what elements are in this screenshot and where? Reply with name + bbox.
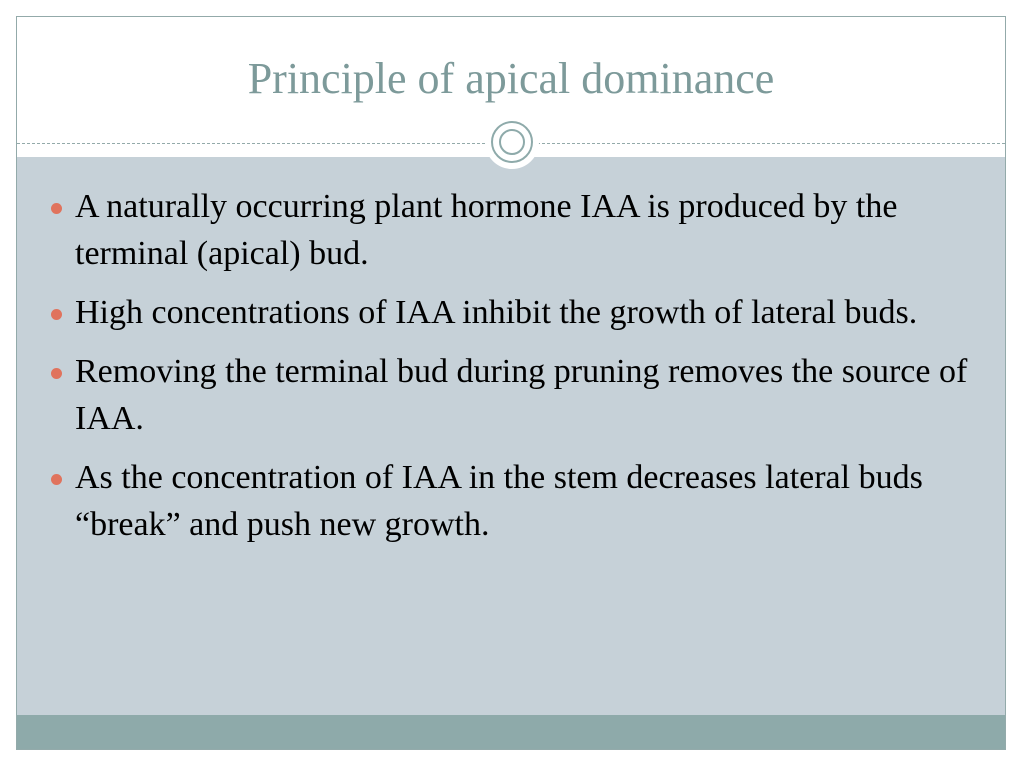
bullet-item — [47, 289, 977, 336]
slide — [16, 16, 1006, 750]
content-area — [17, 157, 1005, 717]
circle-ornament-icon — [485, 115, 539, 169]
bullet-text: High concentrations of IAA inhibit the growth of lateral buds. — [75, 294, 918, 331]
bullet-dot-icon — [51, 203, 62, 214]
bullet-item — [47, 348, 977, 442]
ornament-outer-ring — [491, 121, 533, 163]
bullet-text: As the concentration of IAA in the stem decreases lateral buds “break” and push new growth. — [75, 459, 923, 543]
ornament-inner-ring — [499, 129, 525, 155]
bullet-list — [47, 183, 977, 560]
bullet-text: Removing the terminal bud during pruning removes the source of IAA. — [75, 353, 968, 437]
bullet-dot-icon — [51, 474, 62, 485]
bullet-text: A naturally occurring plant hormone IAA is produced by the terminal (apical) bud. — [75, 188, 898, 272]
bullet-item — [47, 454, 977, 548]
footer-band — [17, 715, 1005, 749]
slide-title: Principle of apical dominance — [247, 54, 775, 103]
bullet-dot-icon — [51, 309, 62, 320]
bullet-item — [47, 183, 977, 277]
bullet-dot-icon — [51, 368, 62, 379]
